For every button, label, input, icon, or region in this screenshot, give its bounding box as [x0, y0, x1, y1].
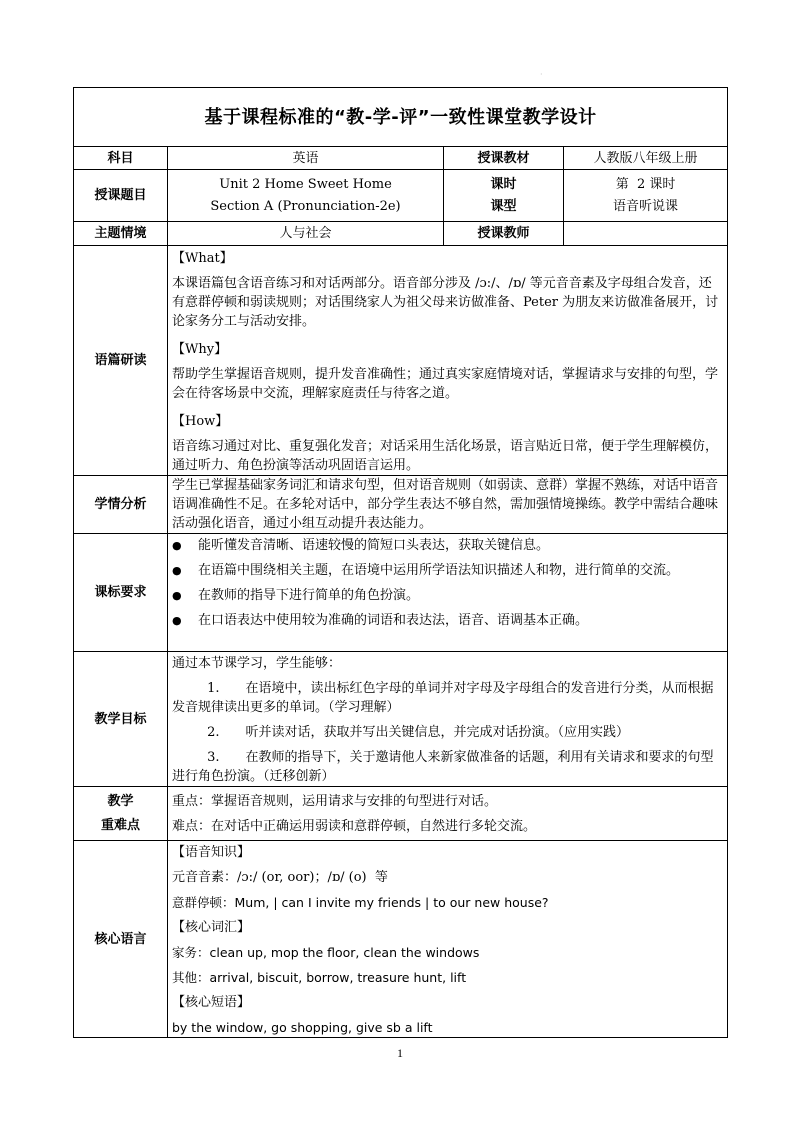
bullet-icon: ●	[172, 564, 182, 577]
objectives-content	[168, 652, 728, 787]
vocab-heading: 【核心词汇】	[172, 920, 251, 935]
what-heading: 【What】	[172, 251, 233, 266]
vocab-chores: 家务：clean up, mop the floor, clean the windows	[172, 945, 480, 960]
key-points-label-line-1: 教学	[107, 793, 134, 809]
topic-line-2: Section A (Pronunciation-2e)	[210, 198, 401, 214]
document-title: 基于课程标准的“教-学-评”一致性课堂教学设计	[74, 88, 728, 147]
key-points-label	[74, 787, 168, 841]
objective-item: 1. 在语境中，读出标红色字母的单词并对字母及字母组合的发音进行分类，从而根据发音规律读出更多的单词。（学习理解）	[172, 681, 714, 715]
standard-text: 能听懂发音清晰、语速较慢的简短口头表达，获取关键信息。	[198, 538, 550, 553]
vocab-other: 其他：arrival, biscuit, borrow, treasure hunt, lift	[172, 970, 467, 985]
theme-value: 人与社会	[168, 222, 444, 246]
phonics-vowel: 元音音素：/ɔ:/ (or, oor)；/ɒ/ (o) 等	[172, 870, 388, 885]
textbook-value: 人教版八年级上册	[564, 147, 728, 170]
teacher-label: 授课教师	[444, 222, 564, 246]
text-analysis-content	[168, 246, 728, 476]
standard-item	[172, 586, 723, 605]
bullet-icon: ●	[172, 589, 182, 602]
bullet-icon: ●	[172, 614, 182, 627]
what-body: 本课语篇包含语音练习和对话两部分。语音部分涉及 /ɔ:/、/ɒ/ 等元音音素及字母组合发音，还有意群停顿和弱读规则；对话围绕家人为祖父母来访做准备、Peter 为朋友来访做准备展开，讨论家务分工与活动安排。	[172, 276, 719, 329]
phonics-pause: 意群停顿：Mum, | can I invite my friends | to our new house?	[172, 895, 549, 910]
topic-label: 授课题目	[74, 170, 168, 222]
theme-label: 主题情境	[74, 222, 168, 246]
topic-line-1: Unit 2 Home Sweet Home	[219, 176, 392, 192]
key-difficulty: 难点：在对话中正确运用弱读和意群停顿，自然进行多轮交流。	[172, 818, 537, 834]
learner-analysis-label: 学情分析	[74, 476, 168, 534]
subject-value: 英语	[168, 147, 444, 170]
standard-item	[172, 611, 723, 630]
core-language-label: 核心语言	[74, 841, 168, 1038]
standards-list	[168, 534, 728, 652]
key-points-content	[168, 787, 728, 841]
scan-mark: ·	[540, 70, 543, 79]
topic-value	[168, 170, 444, 222]
learner-analysis-body: 学生已掌握基础家务词汇和请求句型，但对语音规则（如弱读、意群）掌握不熟练，对话中语音语调准确性不足。在多轮对话中，部分学生表达不够自然，需加强情境操练。教学中需结合趣味活动强化语音，通过小组互动提升表达能力。	[168, 476, 728, 534]
how-body: 语音练习通过对比、重复强化发音；对话采用生活化场景，语言贴近日常，便于学生理解模仿，通过听力、角色扮演等活动巩固语言运用。	[172, 439, 719, 473]
key-focus: 重点：掌握语音规则，运用请求与安排的句型进行对话。	[172, 793, 498, 809]
teacher-value	[564, 222, 728, 246]
lesson-plan-page	[73, 87, 727, 1038]
objective-item: 2. 听并读对话，获取并写出关键信息，并完成对话扮演。（应用实践）	[207, 725, 629, 740]
period-label: 课时	[490, 176, 517, 192]
standard-item	[172, 536, 723, 555]
period-type-labels	[444, 170, 564, 222]
text-analysis-label: 语篇研读	[74, 246, 168, 476]
phrase-heading: 【核心短语】	[172, 995, 251, 1010]
type-label: 课型	[490, 198, 517, 214]
why-heading: 【Why】	[172, 342, 228, 357]
how-heading: 【How】	[172, 414, 229, 429]
subject-label: 科目	[74, 147, 168, 170]
standard-text: 在语篇中围绕相关主题，在语境中运用所学语法知识描述人和物，进行简单的交流。	[198, 563, 680, 578]
phonics-heading: 【语音知识】	[172, 845, 251, 860]
standard-item	[172, 561, 723, 580]
phrase-list: by the window, go shopping, give sb a lift	[172, 1020, 433, 1035]
textbook-label: 授课教材	[444, 147, 564, 170]
standards-label: 课标要求	[74, 534, 168, 652]
standard-text: 在口语表达中使用较为准确的词语和表达法，语音、语调基本正确。	[198, 613, 589, 628]
page-number: 1	[397, 1046, 403, 1060]
period-value: 第 2 课时	[615, 176, 676, 192]
standard-text: 在教师的指导下进行简单的角色扮演。	[198, 588, 420, 603]
why-body: 帮助学生掌握语音规则，提升发音准确性；通过真实家庭情境对话，掌握请求与安排的句型，学会在待客场景中交流，理解家庭责任与待客之道。	[172, 367, 719, 401]
objectives-label: 教学目标	[74, 652, 168, 787]
key-points-label-line-2: 重难点	[100, 817, 140, 833]
objectives-intro: 通过本节课学习，学生能够：	[172, 656, 342, 671]
objective-item: 3. 在教师的指导下，关于邀请他人来新家做准备的话题，利用有关请求和要求的句型进行角色扮演。（迁移创新）	[172, 750, 714, 784]
bullet-icon: ●	[172, 539, 182, 552]
lesson-plan-table	[73, 87, 728, 1038]
type-value: 语音听说课	[613, 198, 679, 214]
period-type-values	[564, 170, 728, 222]
core-language-content	[168, 841, 728, 1038]
